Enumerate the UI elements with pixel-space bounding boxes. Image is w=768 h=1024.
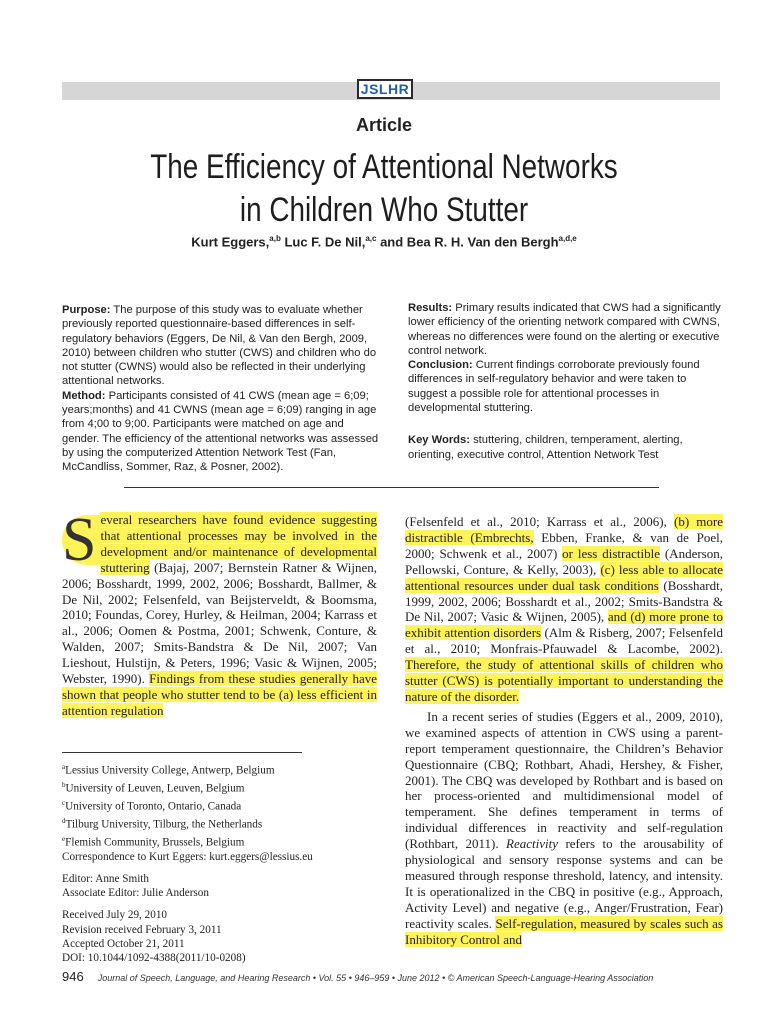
- highlighted-text: Findings from these studies generally have shown that people who stutter tend to be (a) less efficient in attention regulation: [62, 671, 377, 718]
- author-name: Kurt Eggers,: [191, 234, 270, 250]
- correspondence: Correspondence to Kurt Eggers: kurt.eggers@lessius.eu: [62, 850, 313, 863]
- body-text: (Felsenfeld et al., 2010; Karrass et al., 2006),: [405, 514, 674, 529]
- article-type-label: Article: [355, 115, 413, 135]
- abstract-purpose: [62, 303, 384, 389]
- highlighted-text: (c) less able to allocate attentional resources under dual task conditions: [405, 561, 723, 593]
- title-line-1: The Efficiency of Attentional Networks: [150, 148, 618, 186]
- footnote-mark: b: [62, 780, 66, 789]
- body-left-column: [62, 506, 377, 719]
- body-text: (Bajaj, 2007; Bernstein Ratner & Wijnen, 2006; Bosshardt, 1999, 2002, 2006; Bosshardt, Ballmer, & De Nil, 2002; Felsenfeld, van Beijsterveldt, & Boomsma, 2010; Foundas, Corey, Hurley, & Heilman, 2004; Karrass et al., 2006; Oomen & Postma, 2001; Schwenk, Conture, & Walden, 2007; Smits-Bandstra & De Nil, 2007; Van Lieshout, Hulstijn, & Peters, 1996; Vasic & Wijnen, 2005; Webster, 1990).: [62, 559, 377, 687]
- affiliation-text: Flemish Community, Brussels, Belgium: [65, 836, 245, 849]
- body-text: refers to the arousability of physiological and sensory response systems and can be measured through response threshold, latency, and intensity. It is operationalized in the CBQ in positive (e.g., Approach, Activity Level) and negative (e.g., Anger/Frustration, Fear) reactivity scales.: [405, 836, 723, 931]
- highlighted-text: and (d) more prone to exhibit attention disorders: [405, 609, 723, 641]
- abstract-left-column: [62, 303, 384, 475]
- purpose-text: The purpose of this study was to evaluate whether previously reported questionnaire-based differences in self-regulatory behaviors (Eggers, De Nil, & Van den Bergh, 2009, 2010) between children who stutter (CWS) and children who do not stutter (CWNS) would also be reflected in their underlying attentional networks.: [62, 304, 377, 388]
- abstract-method: [62, 389, 384, 475]
- revision-date: Revision received February 3, 2011: [62, 923, 222, 936]
- author-affiliation: a,c: [365, 234, 377, 243]
- title-line-2: in Children Who Stutter: [239, 191, 529, 229]
- footnote-mark: e: [62, 834, 66, 843]
- affiliation-text: University of Toronto, Ontario, Canada: [65, 800, 242, 813]
- article-title: [69, 146, 699, 232]
- purpose-label: Purpose:: [62, 304, 111, 316]
- italic-term: Reactivity: [506, 836, 559, 852]
- body-text: Ebben, Franke, & van de Poel, 2000; Schwenk et al., 2007): [405, 529, 723, 561]
- highlighted-text: Self-regulation, measured by scales such as Inhibitory Control and: [405, 915, 723, 947]
- footnote-divider: [62, 752, 302, 753]
- affiliation-c: [62, 796, 382, 814]
- keywords-text: stuttering, children, temperament, alerting, orienting, executive control, Attention Network Test: [408, 434, 683, 461]
- intro-paragraph: [62, 506, 377, 719]
- abstract-right-column: [408, 301, 724, 462]
- body-text: (Bosshardt, 1999, 2002, 2006; Bosshardt et al., 2002; Smits-Bandstra & De Nil, 2007; Vasic & Wijnen, 2005),: [405, 577, 723, 625]
- footnote-mark: c: [62, 798, 66, 807]
- author-name: and Bea R. H. Van den Bergh: [376, 234, 559, 250]
- affiliation-text: Lessius University College, Antwerp, Belgium: [65, 764, 275, 777]
- method-label: Method:: [62, 389, 106, 402]
- page-number: 946: [62, 969, 84, 984]
- abstract-keywords: [408, 433, 724, 462]
- abstract-results: [408, 301, 724, 358]
- abstract-divider: [124, 487, 659, 488]
- affiliation-e: [62, 832, 382, 850]
- highlighted-text: or less distractible: [562, 545, 660, 561]
- journal-citation: Journal of Speech, Language, and Hearing Research • Vol. 55 • 946–959 • June 2012 • © American Speech-Language-Hearing Association: [97, 973, 654, 983]
- author-list: [0, 234, 768, 249]
- doi: DOI: 10.1044/1092-4388(2011/10-0208): [62, 951, 246, 964]
- affiliation-b: [62, 778, 382, 796]
- received-date: Received July 29, 2010: [62, 909, 168, 922]
- results-label: Results:: [408, 302, 453, 314]
- body-text: (Anderson, Pellowski, Conture, & Kelly, 2003),: [405, 545, 723, 577]
- author-affiliation: a,b: [269, 234, 281, 243]
- keywords-label: Key Words:: [408, 434, 470, 447]
- accepted-date: Accepted October 21, 2011: [62, 937, 185, 950]
- journal-badge: JSLHR: [357, 79, 413, 99]
- affiliation-d: [62, 814, 382, 832]
- affiliation-text: University of Leuven, Leuven, Belgium: [65, 782, 245, 795]
- method-text: Participants consisted of 41 CWS (mean age = 6;09; years;months) and 41 CWNS (mean age = 6;09) ranging in age from 4;00 to 9;00. Participants were matched on age and gender. The efficiency of the attentional networks was assessed by using the computerized Attention Network Test (Fan, McCandliss, Sommer, Raz, & Posner, 2002).: [62, 389, 379, 474]
- second-paragraph: [405, 709, 723, 948]
- associate-editor: Associate Editor: Julie Anderson: [62, 887, 209, 900]
- conclusion-text: Current findings corroborate previously found differences in self-regulatory behavior and were taken to suggest a possible role for attentional processes in developmental stuttering.: [408, 359, 700, 415]
- footnote-mark: d: [62, 816, 66, 825]
- page-footer: [62, 969, 762, 984]
- footnotes: [62, 760, 382, 965]
- footnote-mark: a: [62, 763, 66, 771]
- body-text: In a recent series of studies (Eggers et al., 2009, 2010), we examined aspects of attention in CWS using a parent-report temperament questionnaire, the Children’s Behavior Questionnaire (CBQ; Rothbart, Ahadi, Hershey, & Fisher, 2001). The CBQ was developed by Rothbart and is based on her process-oriented and multidimensional model of temperament. She defines temperament in terms of individual differences in reactivity and self-regulation (Rothbart, 2011).: [405, 708, 723, 852]
- affiliation-text: Tilburg University, Tilburg, the Netherlands: [65, 818, 263, 831]
- results-text: Primary results indicated that CWS had a significantly lower efficiency of the orienting network compared with CWNS, whereas no differences were found on the alerting or executive control network.: [408, 302, 721, 357]
- affiliation-a: [62, 760, 382, 778]
- body-right-column: [405, 514, 723, 947]
- highlighted-text: (b) more distractible (Embrechts,: [405, 514, 724, 545]
- abstract-conclusion: [408, 358, 724, 415]
- author-name: Luc F. De Nil,: [280, 234, 366, 250]
- conclusion-label: Conclusion:: [408, 359, 473, 372]
- body-text: (Alm & Risberg, 2007; Felsenfeld et al., 2010; Monfrais-Pfauwadel & Lacombe, 2002).: [405, 625, 723, 657]
- highlighted-text: Therefore, the study of attentional skills of children who stutter (CWS) is potentially important to understanding the nature of the disorder.: [405, 657, 723, 704]
- author-affiliation: a,d,e: [558, 234, 577, 243]
- continued-paragraph: [405, 514, 723, 705]
- drop-cap: S: [62, 515, 100, 565]
- highlighted-text: everal researchers have found evidence suggesting that attentional processes may be involved in the development and/or maintenance of developmental stuttering: [100, 512, 377, 575]
- editor: Editor: Anne Smith: [62, 872, 150, 885]
